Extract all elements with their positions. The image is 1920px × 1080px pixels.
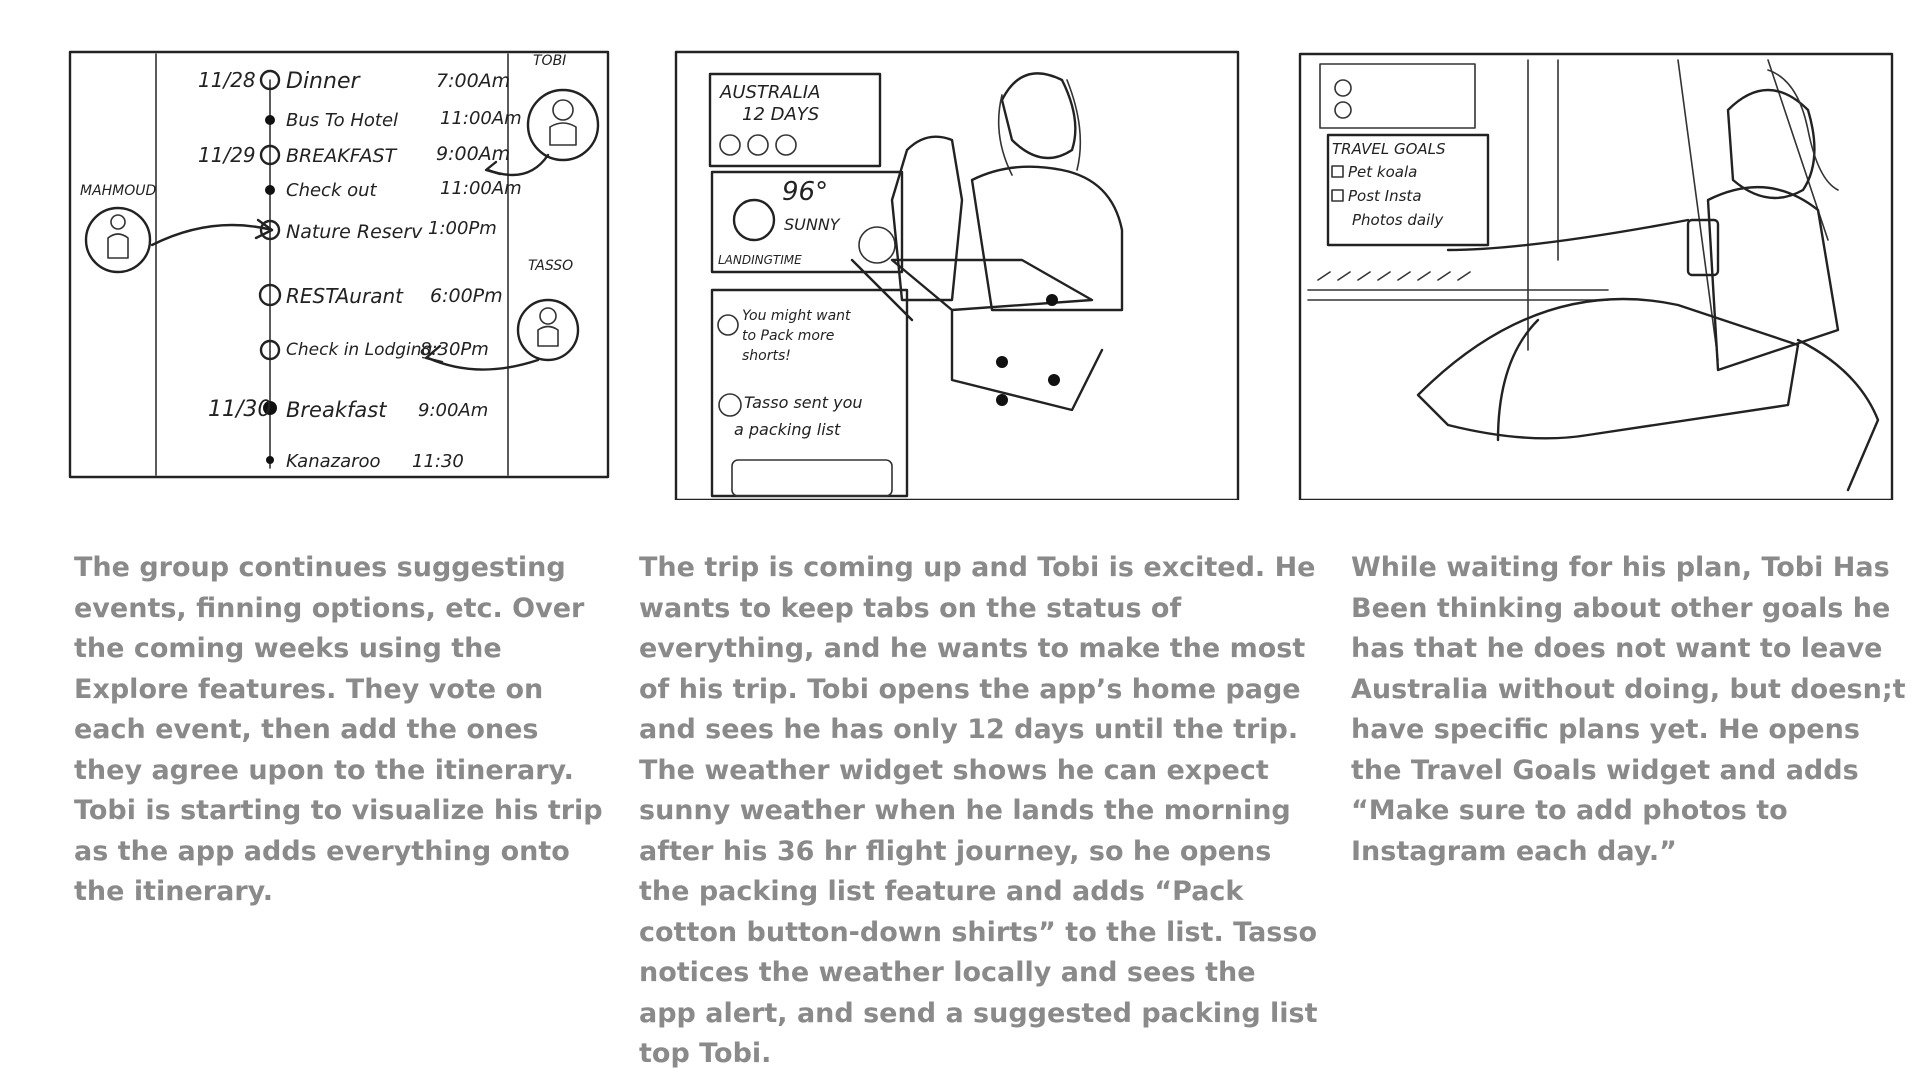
itin-event-3: BREAKFAST <box>286 145 397 167</box>
itin-time-6: 6:00Pm <box>430 285 503 307</box>
itin-event-2: Bus To Hotel <box>286 110 399 131</box>
arrow-mahmoud <box>152 225 272 245</box>
itin-time-3: 9:00Am <box>436 143 511 165</box>
sun-icon <box>734 200 774 240</box>
tobi-figure <box>1002 73 1075 158</box>
message-input <box>732 460 892 496</box>
avatar-tasso <box>518 300 578 360</box>
storyboard-panel-3 <box>1298 50 1898 500</box>
person-label-mahmoud: MAHMOUD <box>80 183 157 199</box>
caption-panel-2: The trip is coming up and Tobi is excited. He wants to keep tabs on the status of everything, and he wants to make the most of his trip. Tobi opens the app’s home page and sees he has only 12 days until the trip. The weather widget shows he can expect sunny weather when he lands the morning after his 36 hr flight journey, so he opens the packing list feature and adds “Pack cotton button-down shirts” to the list. Tasso notices the weather locally and sees the app alert, and send a suggested packing list top Tobi. <box>639 552 1318 1069</box>
itin-time-9: 11:30 <box>412 451 464 472</box>
itin-time-2: 11:00Am <box>440 108 522 129</box>
message-line-2: a packing list <box>734 420 841 439</box>
storyboard-panel-2 <box>672 50 1272 500</box>
itin-event-5: Nature Reserv <box>286 221 423 243</box>
itin-event-7: Check in Lodging <box>286 340 433 360</box>
itin-time-4: 11:00Am <box>440 178 522 199</box>
alert-line-2: to Pack more <box>742 328 835 344</box>
packing-sketch <box>672 50 1272 500</box>
countdown-title: AUSTRALIA <box>720 82 821 103</box>
itin-date-1: 11/28 <box>198 68 256 92</box>
caption-panel-1: The group continues suggesting events, finning options, etc. Over the coming weeks using the Explore features. They vote on each event, then add the ones they agree upon to the itinerary. Tobi is starting to visualize his trip as the app adds everything onto the itinerary. <box>74 552 603 907</box>
message-line-1: Tasso sent you <box>744 393 863 412</box>
goal-checkbox-1 <box>1332 166 1343 177</box>
countdown-days: 12 DAYS <box>742 104 820 125</box>
itin-event-6: RESTAurant <box>286 284 403 308</box>
landing-time: LANDINGTIME <box>718 253 802 267</box>
itin-event-4: Check out <box>286 180 377 201</box>
person-label-tasso: TASSO <box>528 258 574 274</box>
itin-event-9: Kanazaroo <box>286 451 381 472</box>
goal-item-3: Photos daily <box>1352 211 1444 229</box>
goal-item-1: Pet koala <box>1348 163 1418 181</box>
itin-time-8: 9:00Am <box>418 400 489 421</box>
itin-date-3: 11/29 <box>198 143 256 167</box>
person-label-tobi: TOBI <box>533 53 567 69</box>
itin-time-7: 8:30Pm <box>420 339 489 360</box>
storyboard-panel-1 <box>68 50 668 500</box>
weather-condition: SUNNY <box>784 215 840 234</box>
alert-line-3: shorts! <box>742 348 791 364</box>
goal-checkbox-2 <box>1332 190 1343 201</box>
avatar-mahmoud <box>86 208 150 272</box>
alert-line-1: You might want <box>742 308 851 324</box>
itin-event-8: Breakfast <box>286 398 387 422</box>
itin-date-8: 11/30 <box>208 397 272 422</box>
goals-sketch <box>1298 50 1898 500</box>
itin-time-1: 7:00Am <box>436 70 511 92</box>
itinerary-sketch <box>68 50 668 500</box>
goals-title: TRAVEL GOALS <box>1332 140 1446 158</box>
weather-temp: 96° <box>782 177 829 207</box>
plane-icon <box>859 227 895 263</box>
goal-item-2: Post Insta <box>1348 187 1422 205</box>
caption-panel-3: While waiting for his plan, Tobi Has Been thinking about other goals he has that he does not want to leave Australia without doing, but doesn;t have specific plans yet. He opens the Travel Goals widget and adds “Make sure to add photos to Instagram each day.” <box>1351 552 1906 867</box>
itin-event-1: Dinner <box>286 69 360 94</box>
itin-time-5: 1:00Pm <box>428 218 497 239</box>
